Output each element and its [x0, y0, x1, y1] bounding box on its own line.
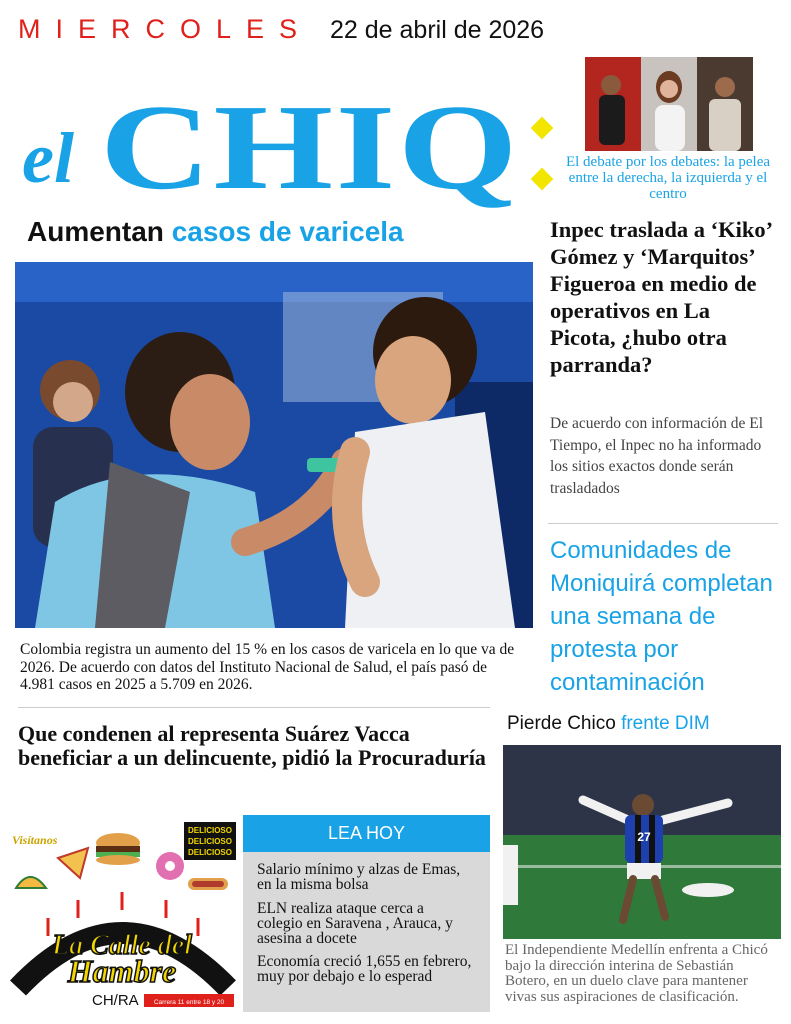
- ad-brand-line2: Hambre: [67, 953, 177, 989]
- ad-badge-line: DELICIOSO: [187, 848, 233, 857]
- burger-icon: [96, 833, 140, 865]
- lea-hoy-item[interactable]: ELN realiza ataque cerca a colegio en Saravena , Arauca, y asesina a docete: [257, 900, 453, 947]
- jersey-number: 27: [637, 830, 651, 844]
- sports-caption: El Independiente Medellín enfrenta a Chicó bajo la dirección interina de Sebastián Botero, en un duelo clave para mantener vivas sus aspiraciones de clasificación.: [505, 942, 768, 1005]
- hotdog-icon: [188, 878, 228, 890]
- varicela-headline-part2: casos de varicela: [171, 216, 404, 247]
- section-divider: [18, 707, 490, 708]
- day-name: MIERCOLES: [18, 14, 313, 44]
- edition-date: 22 de abril de 2026: [330, 16, 545, 44]
- sports-headline-part1: Pierde Chico: [507, 713, 616, 734]
- inpec-headline[interactable]: Inpec traslada a ‘Kiko’ Gómez y ‘Marquitos’ Figueroa en medio de operativos en La Picota, ¿hubo otra parranda?: [550, 217, 772, 377]
- lea-hoy-item[interactable]: Salario mínimo y alzas de Emas, en la misma bolsa: [257, 861, 461, 893]
- logo-prefix: el: [22, 118, 74, 198]
- calle-del-hambre-ad[interactable]: [8, 818, 236, 1008]
- varicela-caption: Colombia registra un aumento del 15 % en los casos de varicela en lo que va de 2026. De acuerdo con datos del Instituto Nacional de Salud, el país pasó de 4.981 casos en 2025 a 5.709 en 2026.: [20, 641, 515, 693]
- soccer-photo[interactable]: [503, 745, 781, 939]
- vaccination-photo[interactable]: [15, 262, 533, 628]
- ad-badge-line: DELICIOSO: [187, 837, 233, 846]
- debate-caption[interactable]: El debate por los debates: la pelea entre la derecha, la izquierda y el centro: [565, 154, 771, 202]
- masthead-logo[interactable]: [18, 70, 528, 215]
- ad-brand-line1: La Calle del: [52, 930, 192, 961]
- ad-city: CH/RA: [92, 992, 139, 1008]
- varicela-headline[interactable]: [27, 216, 404, 248]
- logo-diamond-bottom: [531, 168, 554, 191]
- lea-hoy-list: [243, 852, 490, 1012]
- lea-hoy-item[interactable]: Economía creció 1,655 en febrero, muy por debajo e lo esperad: [257, 953, 472, 985]
- debate-photo[interactable]: [585, 57, 753, 151]
- ad-address: Carrera 11 entre 18 y 20: [153, 999, 225, 1006]
- donut-icon: [156, 852, 184, 880]
- ad-visit-text: Visítanos: [12, 833, 58, 847]
- ad-badge-line: DELICIOSO: [187, 826, 233, 835]
- moniquira-headline[interactable]: Comunidades de Moniquirá completan una semana de protesta por contaminación: [550, 537, 773, 696]
- logo-main: CHIQ: [100, 80, 520, 215]
- pizza-icon: [58, 848, 88, 878]
- inpec-summary: De acuerdo con información de El Tiempo, el Inpec no ha informado los sitios exactos donde serán trasladados: [550, 415, 764, 497]
- taco-icon: [16, 877, 46, 888]
- lea-hoy-header: LEA HOY: [243, 815, 490, 852]
- sports-headline[interactable]: [507, 713, 710, 735]
- logo-diamond-top: [531, 117, 554, 140]
- varicela-headline-part1: Aumentan: [27, 216, 164, 247]
- sports-headline-part2: frente DIM: [621, 713, 710, 734]
- condena-headline[interactable]: Que condenen al representa Suárez Vacca beneficiar a un delincuente, pidió la Procuraduría: [18, 721, 486, 770]
- column-divider: [548, 523, 778, 524]
